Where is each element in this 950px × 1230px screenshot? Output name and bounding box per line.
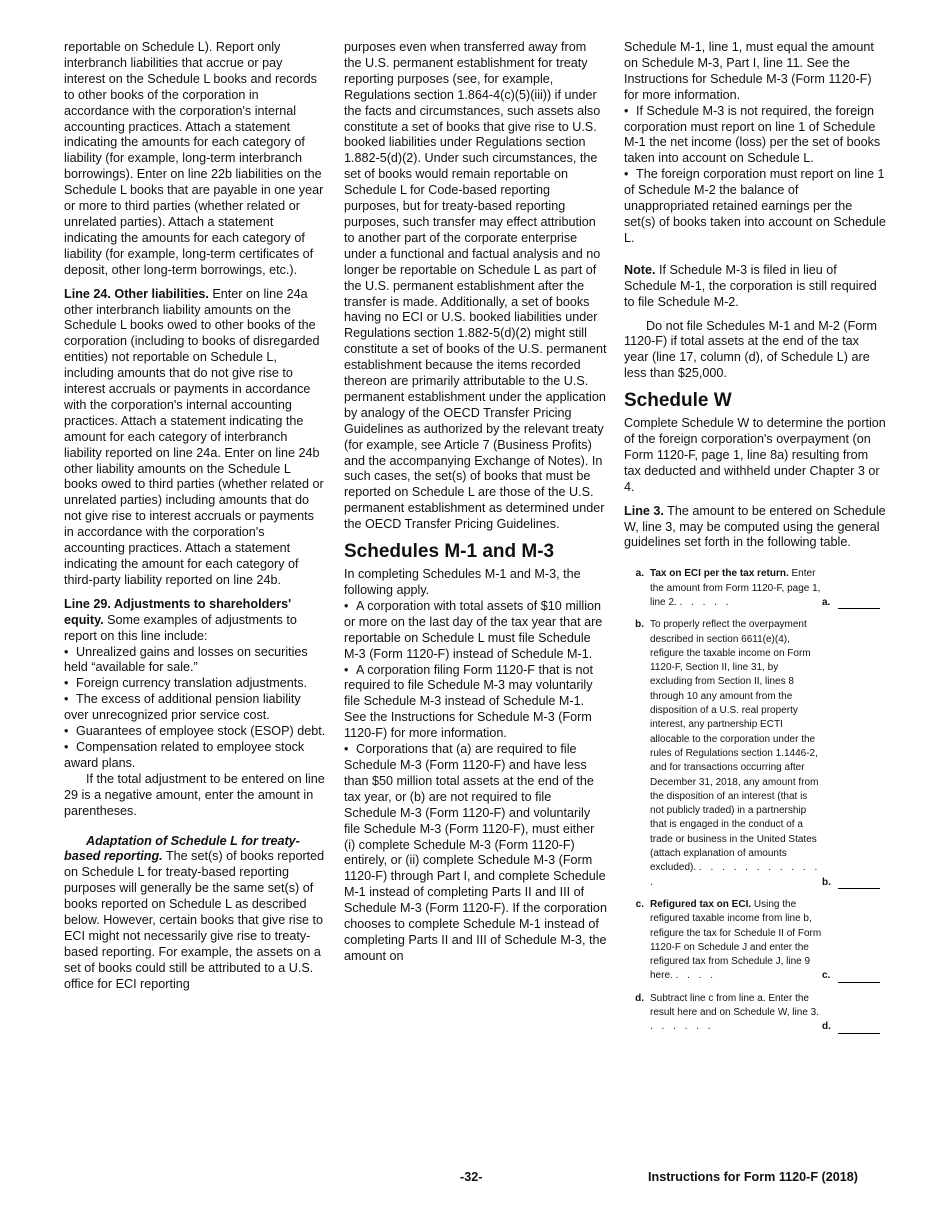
row-description: To properly reflect the overpayment described in section 6611(e)(4), refigure the taxable income on Form 1120-F, Section II, line 31, by excluding from Section II, lines 8 through 10 any amount from the disposition of a U.S. real property interest, any partnership ECTI allocable to the corporation under the rules of Regulations section 1.1446-2, and for transactions occurring after December 31, 2018, any amount from the disposition of an interest (that is not publicly traded) in a partnership that is engaged in the conduct of a trade or business in the United States (attach explanation of amounts excluded). — [650, 619, 819, 874]
table-row-d — [624, 992, 886, 1035]
heading-schedule-w: Schedule W — [624, 390, 732, 412]
bullet-item: • A corporation filing Form 1120-F that is not required to file Schedule M-3 may voluntarily file Schedule M-3 instead of Schedule M-1. See the Instructions for Schedule M-3 (Form 1120-F) for more information. — [344, 663, 607, 743]
table-row-a — [624, 567, 886, 610]
paragraph-schedule-w-intro: Complete Schedule W to determine the portion of the foreign corporation's overpayment (on Form 1120-F, page 1, line 8a) resulting from tax deducted and withheld under Chapter 3 or 4. — [624, 416, 886, 494]
leader-dots: . . . . . . — [650, 1021, 714, 1033]
row-text — [650, 618, 822, 890]
bullet-item: • Unrealized gains and losses on securities held “available for sale.” — [64, 645, 326, 677]
column-3 — [624, 40, 886, 1043]
line-3-text: The amount to be entered on Schedule W, line 3, may be computed using the general guidelines set forth in the following table. — [624, 503, 886, 550]
bullet-item: • Corporations that (a) are required to file Schedule M-3 (Form 1120-F) and have less than $50 million total assets at the end of the tax year, or (b) are not required to file Schedule M-3 (Form 1120-F) and voluntarily file Schedule M-3 (Form 1120-F), must either (i) complete Schedule M-3 (Form 1120-F) entirely, or (ii) complete Schedule M-3 (Form 1120-F) through Part I, and complete Schedule M-1 instead of completing Parts II and III of Schedule M-3 (Form 1120-F). If the corporation chooses to complete Schedule M-1 instead of completing Parts II and III of Schedule M-3, the amount on — [344, 742, 607, 965]
line-3-heading: Line 3. — [624, 503, 664, 518]
bullet-item: • The excess of additional pension liability over unrecognized prior service cost. — [64, 692, 326, 724]
line-29-heading: Line 29. Adjustments to shareholders' equity. — [64, 596, 292, 627]
document-title: Instructions for Form 1120-F (2018) — [648, 1170, 858, 1184]
row-ref: b. — [822, 876, 831, 888]
paragraph-note — [624, 263, 886, 311]
entry-line-c[interactable] — [838, 970, 880, 983]
row-bold-label: Refigured tax on ECI. — [650, 898, 752, 910]
paragraph-treaty-continued: purposes even when transferred away from the U.S. permanent establishment for treaty reporting purposes (see, for example, Regulations section 1.864-4(c)(5)(iii)) if under the facts and circumstances, such assets also constitute a set of books that give rise to U.S. booked liabilities under Regulations section 1.882-5(d)(2). Under such circumstances, the set of books would remain reportable on Schedule L for Code-based reporting purposes, but for treaty-based reporting purposes, such transfer may effect attribution to another part of the corporate enterprise under a functional and factual analysis and no longer be reportable on Schedule L as part of the U.S. permanent establishment after the transfer is made. Additionally, a set of books having no ECI or U.S. booked liabilities under Regulations section 1.882-5(d)(2) might still constitute a set of books of the U.S. permanent establishment because the items recorded thereon are primarily attributable to the U.S. permanent establishment under the application by analogy of the OECD Transfer Pricing Guidelines as authorized by the relevant treaty (for example, see Article 7 (Business Profits) and the accompanying Exchange of Notes). In such cases, the set(s) of books that must be reported on Schedule L are those of the U.S. permanent establishment as determined under the OECD Transfer Pricing Guidelines. — [344, 40, 607, 532]
row-letter: c. — [635, 898, 644, 910]
row-description: Using the refigured taxable income from line b, refigure the tax for Schedule II of Form 1120-F on Schedule J and enter the refigured tax from Schedule J, line 9 here. — [650, 898, 822, 982]
bullet-item: • Compensation related to employee stock award plans. — [64, 740, 326, 772]
paragraph-line-3 — [624, 504, 886, 552]
row-text — [650, 992, 822, 1035]
table-row-b — [624, 618, 886, 890]
bullet-item: • If Schedule M-3 is not required, the foreign corporation must report on line 1 of Schedule M-1 the net income (loss) per the set of books taken into account on Schedule L. — [624, 104, 886, 168]
bullet-item: • A corporation with total assets of $10 million or more on the last day of the tax year that are reportable on Schedule L must file Schedule M-3 (Form 1120-F) instead of Schedule M-1. — [344, 599, 607, 663]
line-24-text: Enter on line 24a other interbranch liability amounts on the Schedule L books owed to other books of the corporation (including to books of disregarded entities) not reportable on Schedule L, including amounts that do not give rise to interest accruals or payments in accordance with the corporation's internal accounting practices. Attach a statement indicating the amount for each category of interbranch liability reported on line 24a. Enter on line 24b other liability amounts on the Schedule L books owed to third parties (whether related or unrelated parties) including amounts that do not give rise to interest accruals or payments in accordance with the corporation's accounting practices. Attach a statement indicating the amount for each category of third-party liability reported on line 24b. — [64, 286, 324, 587]
page-number: -32- — [460, 1170, 483, 1184]
line-29-text: Some examples of adjustments to report on this line include: — [64, 612, 297, 643]
bullet-item: • Foreign currency translation adjustments. — [64, 676, 326, 692]
row-ref: d. — [822, 1021, 831, 1033]
line-24-heading: Line 24. Other liabilities. — [64, 286, 209, 301]
paragraph-liabilities: reportable on Schedule L). Report only interbranch liabilities that accrue or pay interest on the Schedule L books and records to other books of the corporation in accordance with the corporation's internal accounting practices. Attach a statement indicating the amounts for each category of liability (for example, long-term interbranch borrowings). Enter on line 22b liabilities on the Schedule L books that are payable in one year or more to third parties (whether related or unrelated parties). Attach a statement indicating the amounts for each category of liability (for example, long-term certificates of deposit, other long-term borrowings, etc.). — [64, 40, 324, 277]
row-ref: a. — [822, 596, 831, 608]
row-ref: c. — [822, 970, 831, 982]
paragraph-m1-continued: Schedule M-1, line 1, must equal the amount on Schedule M-3, Part I, line 11. See the Instructions for Schedule M-3 (Form 1120-F) for more information. — [624, 40, 874, 102]
column-1 — [64, 40, 326, 1001]
row-description: Enter the amount from Form 1120-F, page 1, line 2. — [650, 568, 821, 608]
adaptation-heading: Adaptation of Schedule L for treaty-based reporting. — [64, 833, 300, 864]
row-text — [650, 898, 822, 984]
paragraph-m1-m3-intro: In completing Schedules M-1 and M-3, the following apply. — [344, 567, 581, 597]
entry-line-d[interactable] — [838, 1021, 880, 1034]
paragraph-negative-note: If the total adjustment to be entered on line 29 is a negative amount, enter the amount in parentheses. — [64, 771, 325, 818]
leader-dots: . . . . — [675, 970, 717, 982]
row-letter: d. — [635, 992, 644, 1004]
heading-schedules-m1-m3: Schedules M-1 and M-3 — [344, 541, 555, 563]
table-row-c — [624, 898, 886, 984]
leader-dots: . . . . . — [679, 596, 732, 608]
computation-table — [624, 567, 886, 1034]
adaptation-text: The set(s) of books reported on Schedule L for treaty-based reporting purposes will generally be the same set(s) of books reported on Schedule L as described below. However, certain books that give rise to ECI might not necessarily give rise to treaty-based reporting. For example, the assets on a set of books could still be attributed to a U.S. office for ECI reporting — [64, 849, 325, 991]
leader-dots: . . . . . . . . . . . . — [650, 862, 821, 888]
paragraph-line-29 — [64, 597, 326, 645]
paragraph-line-24 — [64, 287, 326, 589]
paragraph-adaptation — [64, 834, 326, 993]
entry-line-b[interactable] — [838, 876, 880, 889]
paragraph-do-not-file: Do not file Schedules M-1 and M-2 (Form 1120-F) if total assets at the end of the tax year (line 17, column (d), of Schedule L) are less than $25,000. — [624, 318, 877, 381]
bullet-item: • Guarantees of employee stock (ESOP) debt. — [64, 724, 326, 740]
row-description: Subtract line c from line a. Enter the result here and on Schedule W, line 3. — [650, 992, 819, 1018]
column-2 — [344, 40, 607, 965]
row-letter: b. — [635, 619, 644, 631]
bullet-item: • The foreign corporation must report on line 1 of Schedule M-2 the balance of unappropriated retained earnings per the set(s) of books taken into account on Schedule L. — [624, 167, 886, 247]
row-text — [650, 567, 822, 610]
entry-line-a[interactable] — [838, 596, 880, 609]
row-letter: a. — [635, 568, 644, 580]
note-heading: Note. — [624, 262, 656, 277]
note-text: If Schedule M-3 is filed in lieu of Schedule M-1, the corporation is still required to file Schedule M-2. — [624, 262, 877, 309]
row-bold-label: Tax on ECI per the tax return. — [650, 568, 789, 580]
